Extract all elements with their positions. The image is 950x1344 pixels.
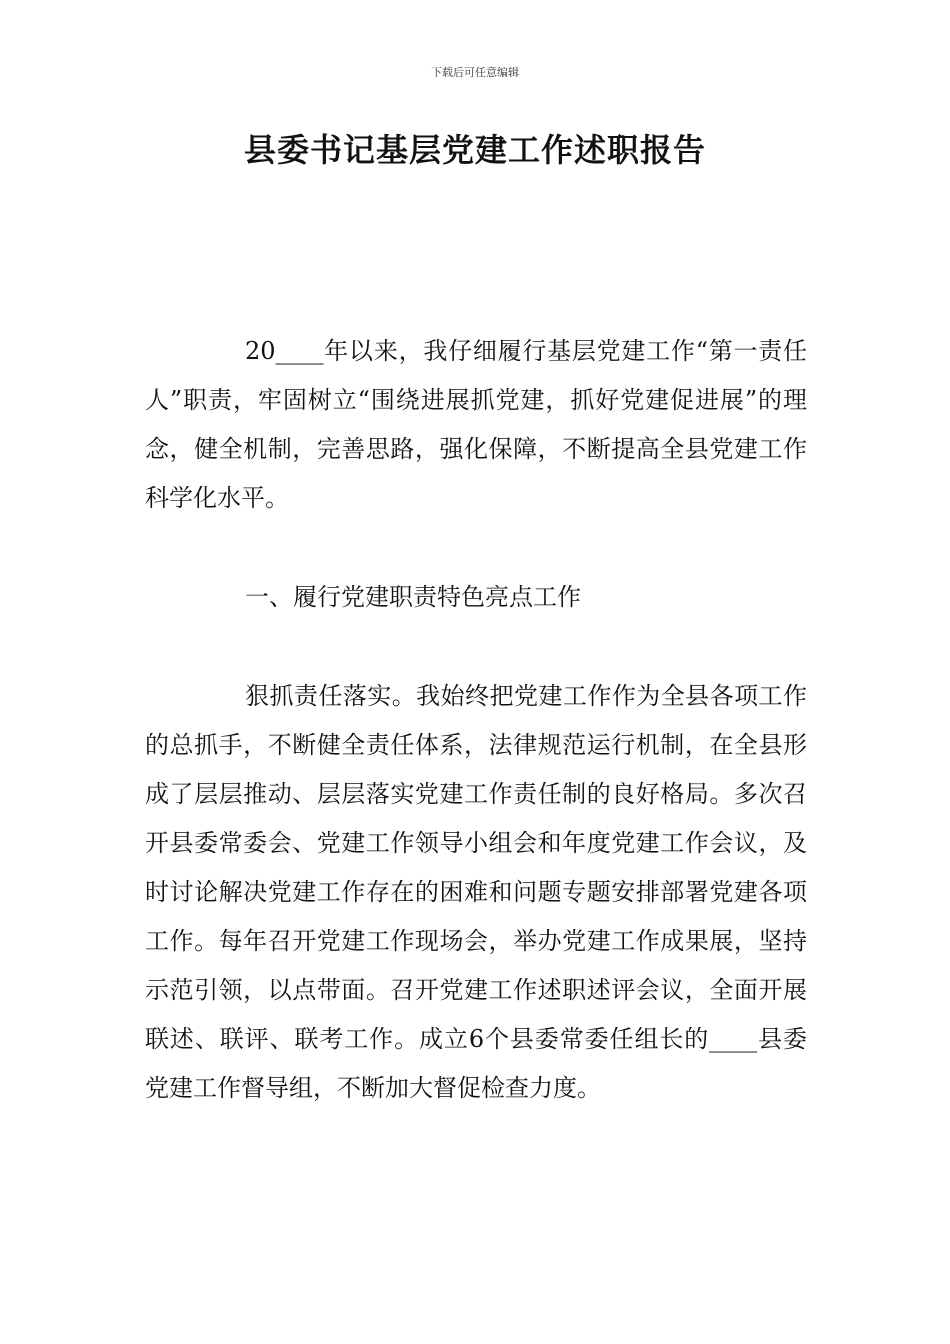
intro-paragraph: 20____年以来，我仔细履行基层党建工作“第一责任人”职责，牢固树立“围绕进展抓党建，抓好党建促进展”的理念，健全机制，完善思路，强化保障，不断提高全县党建工作科学化水平。 xyxy=(145,337,807,512)
document-title: 县委书记基层党建工作述职报告 xyxy=(243,131,706,169)
body-paragraph: 狠抓责任落实。我始终把党建工作作为全县各项工作的总抓手，不断健全责任体系，法律规范运行机制，在全县形成了层层推动、层层落实党建工作责任制的良好格局。多次召开县委常委会、党建工作领导小组会和年度党建工作会议，及时讨论解决党建工作存在的困难和问题专题安排部署党建各项工作。每年召开党建工作现场会，举办党建工作成果展，坚持示范引领，以点带面。召开党建工作述职述评会议，全面开展联述、联评、联考工作。成立6个县委常委任组长的____县委党建工作督导组，不断加大督促检查力度。 xyxy=(145,682,807,1102)
header-note: 下载后可任意编辑 xyxy=(431,66,519,79)
section-heading: 一、履行党建职责特色亮点工作 xyxy=(245,583,581,611)
